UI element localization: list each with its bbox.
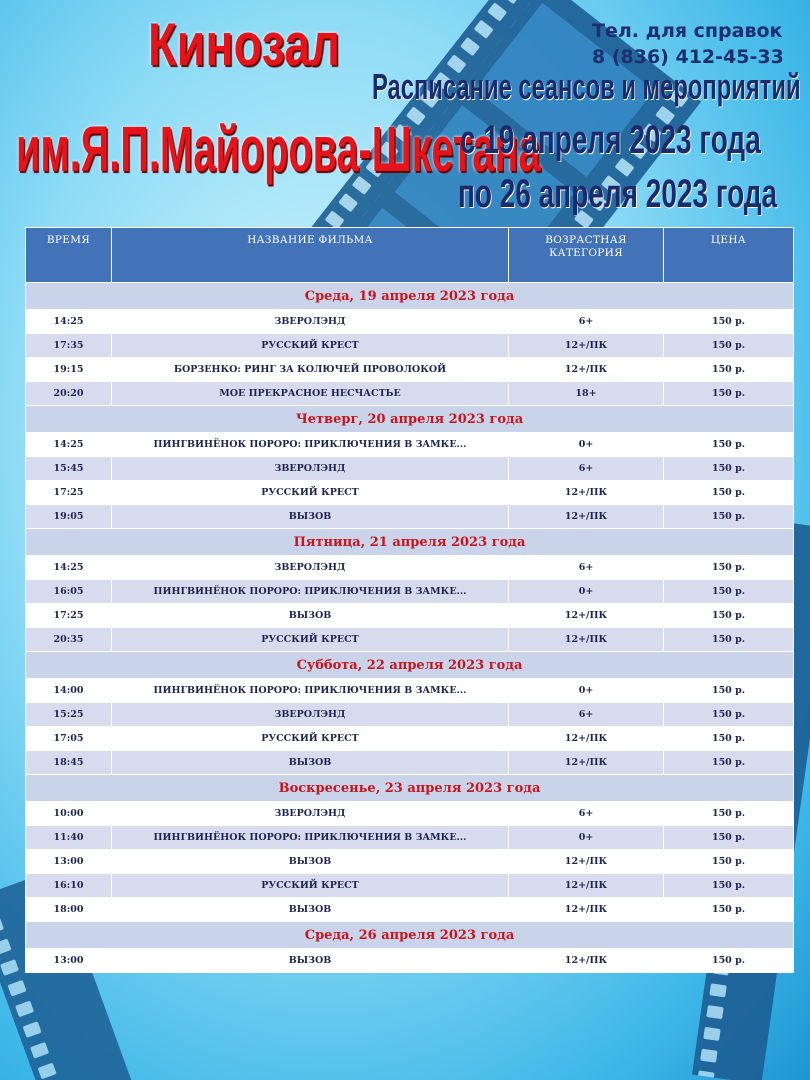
day-row	[26, 406, 794, 433]
session-row	[26, 850, 794, 874]
session-time: 17:25	[26, 481, 112, 505]
session-film: ВЫЗОВ	[112, 604, 509, 628]
session-price: 150 р.	[664, 850, 794, 874]
session-age: 12+/ПК	[509, 481, 664, 505]
session-time: 16:05	[26, 580, 112, 604]
day-title: Воскресенье, 23 апреля 2023 года	[26, 775, 794, 802]
session-film: ВЫЗОВ	[112, 898, 509, 922]
session-row	[26, 874, 794, 898]
session-time: 16:10	[26, 874, 112, 898]
session-row	[26, 604, 794, 628]
session-film: ПИНГВИНЁНОК ПОРОРО: ПРИКЛЮЧЕНИЯ В ЗАМКЕ...	[112, 580, 509, 604]
session-age: 0+	[509, 580, 664, 604]
session-price: 150 р.	[664, 433, 794, 457]
session-age: 12+/ПК	[509, 505, 664, 529]
session-age: 12+/ПК	[509, 949, 664, 973]
phone-label: Тел. для справок	[592, 20, 783, 42]
session-row	[26, 382, 794, 406]
session-age: 6+	[509, 457, 664, 481]
session-film: ЗВЕРОЛЭНД	[112, 703, 509, 727]
session-time: 15:25	[26, 703, 112, 727]
session-age: 12+/ПК	[509, 874, 664, 898]
session-film: РУССКИЙ КРЕСТ	[112, 874, 509, 898]
day-row	[26, 529, 794, 556]
session-row	[26, 703, 794, 727]
session-film: ВЫЗОВ	[112, 505, 509, 529]
session-price: 150 р.	[664, 580, 794, 604]
session-price: 150 р.	[664, 802, 794, 826]
session-film: ВЫЗОВ	[112, 949, 509, 973]
session-row	[26, 358, 794, 382]
day-row	[26, 283, 794, 310]
session-row	[26, 556, 794, 580]
header-age-line1: ВОЗРАСТНАЯ	[545, 234, 627, 246]
session-time: 19:15	[26, 358, 112, 382]
session-time: 11:40	[26, 826, 112, 850]
header-film: НАЗВАНИЕ ФИЛЬМА	[112, 228, 509, 283]
schedule-body	[26, 283, 794, 973]
phone-number: 8 (836) 412-45-33	[592, 46, 784, 68]
session-row	[26, 949, 794, 973]
session-price: 150 р.	[664, 310, 794, 334]
header	[0, 0, 810, 225]
day-row	[26, 922, 794, 949]
session-price: 150 р.	[664, 556, 794, 580]
session-time: 20:20	[26, 382, 112, 406]
session-price: 150 р.	[664, 457, 794, 481]
session-price: 150 р.	[664, 505, 794, 529]
session-price: 150 р.	[664, 898, 794, 922]
session-time: 18:45	[26, 751, 112, 775]
session-film: ЗВЕРОЛЭНД	[112, 457, 509, 481]
session-time: 17:25	[26, 604, 112, 628]
session-time: 14:25	[26, 310, 112, 334]
date-from: с 19 апреля 2023 года	[460, 118, 761, 162]
day-title: Среда, 19 апреля 2023 года	[26, 283, 794, 310]
session-price: 150 р.	[664, 358, 794, 382]
session-film: РУССКИЙ КРЕСТ	[112, 628, 509, 652]
session-film: ПИНГВИНЁНОК ПОРОРО: ПРИКЛЮЧЕНИЯ В ЗАМКЕ...	[112, 826, 509, 850]
day-title: Суббота, 22 апреля 2023 года	[26, 652, 794, 679]
session-row	[26, 898, 794, 922]
session-time: 14:25	[26, 556, 112, 580]
session-row	[26, 679, 794, 703]
session-film: МОЕ ПРЕКРАСНОЕ НЕСЧАСТЬЕ	[112, 382, 509, 406]
session-film: ВЫЗОВ	[112, 751, 509, 775]
session-age: 12+/ПК	[509, 334, 664, 358]
session-time: 17:35	[26, 334, 112, 358]
session-film: ЗВЕРОЛЭНД	[112, 310, 509, 334]
day-row	[26, 775, 794, 802]
session-time: 15:45	[26, 457, 112, 481]
session-time: 13:00	[26, 949, 112, 973]
session-price: 150 р.	[664, 727, 794, 751]
session-age: 12+/ПК	[509, 604, 664, 628]
session-price: 150 р.	[664, 874, 794, 898]
day-title: Четверг, 20 апреля 2023 года	[26, 406, 794, 433]
session-time: 20:35	[26, 628, 112, 652]
session-film: ЗВЕРОЛЭНД	[112, 556, 509, 580]
session-age: 12+/ПК	[509, 850, 664, 874]
table-header-row	[26, 228, 794, 283]
schedule-subtitle: Расписание сеансов и мероприятий	[372, 66, 801, 107]
day-title: Пятница, 21 апреля 2023 года	[26, 529, 794, 556]
session-time: 14:25	[26, 433, 112, 457]
session-age: 12+/ПК	[509, 898, 664, 922]
session-row	[26, 481, 794, 505]
session-row	[26, 433, 794, 457]
session-price: 150 р.	[664, 628, 794, 652]
session-row	[26, 826, 794, 850]
session-age: 6+	[509, 310, 664, 334]
session-age: 0+	[509, 679, 664, 703]
session-row	[26, 628, 794, 652]
session-price: 150 р.	[664, 703, 794, 727]
session-price: 150 р.	[664, 949, 794, 973]
day-title: Среда, 26 апреля 2023 года	[26, 922, 794, 949]
session-film: РУССКИЙ КРЕСТ	[112, 334, 509, 358]
session-time: 19:05	[26, 505, 112, 529]
session-film: ПИНГВИНЁНОК ПОРОРО: ПРИКЛЮЧЕНИЯ В ЗАМКЕ...	[112, 679, 509, 703]
header-age-line2: КАТЕГОРИЯ	[549, 247, 623, 259]
session-row	[26, 505, 794, 529]
session-row	[26, 310, 794, 334]
session-row	[26, 334, 794, 358]
date-to: по 26 апреля 2023 года	[458, 172, 778, 216]
session-film: РУССКИЙ КРЕСТ	[112, 481, 509, 505]
session-age: 6+	[509, 802, 664, 826]
session-price: 150 р.	[664, 334, 794, 358]
session-age: 12+/ПК	[509, 727, 664, 751]
session-price: 150 р.	[664, 826, 794, 850]
session-time: 13:00	[26, 850, 112, 874]
session-price: 150 р.	[664, 751, 794, 775]
session-age: 6+	[509, 703, 664, 727]
session-film: БОРЗЕНКО: РИНГ ЗА КОЛЮЧЕЙ ПРОВОЛОКОЙ	[112, 358, 509, 382]
session-time: 18:00	[26, 898, 112, 922]
session-film: РУССКИЙ КРЕСТ	[112, 727, 509, 751]
cinema-title-line2: им.Я.П.Майорова-Шкетана	[16, 113, 541, 185]
session-film: ПИНГВИНЁНОК ПОРОРО: ПРИКЛЮЧЕНИЯ В ЗАМКЕ...	[112, 433, 509, 457]
session-row	[26, 751, 794, 775]
cinema-title-line1: Кинозал	[148, 11, 340, 78]
session-price: 150 р.	[664, 604, 794, 628]
session-age: 12+/ПК	[509, 751, 664, 775]
schedule-table	[25, 227, 794, 973]
session-price: 150 р.	[664, 481, 794, 505]
session-time: 14:00	[26, 679, 112, 703]
session-age: 18+	[509, 382, 664, 406]
session-row	[26, 727, 794, 751]
session-row	[26, 457, 794, 481]
session-time: 17:05	[26, 727, 112, 751]
session-film: ЗВЕРОЛЭНД	[112, 802, 509, 826]
session-age: 12+/ПК	[509, 628, 664, 652]
session-row	[26, 580, 794, 604]
session-row	[26, 802, 794, 826]
session-age: 0+	[509, 433, 664, 457]
session-price: 150 р.	[664, 382, 794, 406]
day-row	[26, 652, 794, 679]
header-time: ВРЕМЯ	[26, 228, 112, 283]
header-age	[509, 228, 664, 283]
session-time: 10:00	[26, 802, 112, 826]
session-film: ВЫЗОВ	[112, 850, 509, 874]
header-price: ЦЕНА	[664, 228, 794, 283]
session-age: 12+/ПК	[509, 358, 664, 382]
session-age: 0+	[509, 826, 664, 850]
session-price: 150 р.	[664, 679, 794, 703]
session-age: 6+	[509, 556, 664, 580]
